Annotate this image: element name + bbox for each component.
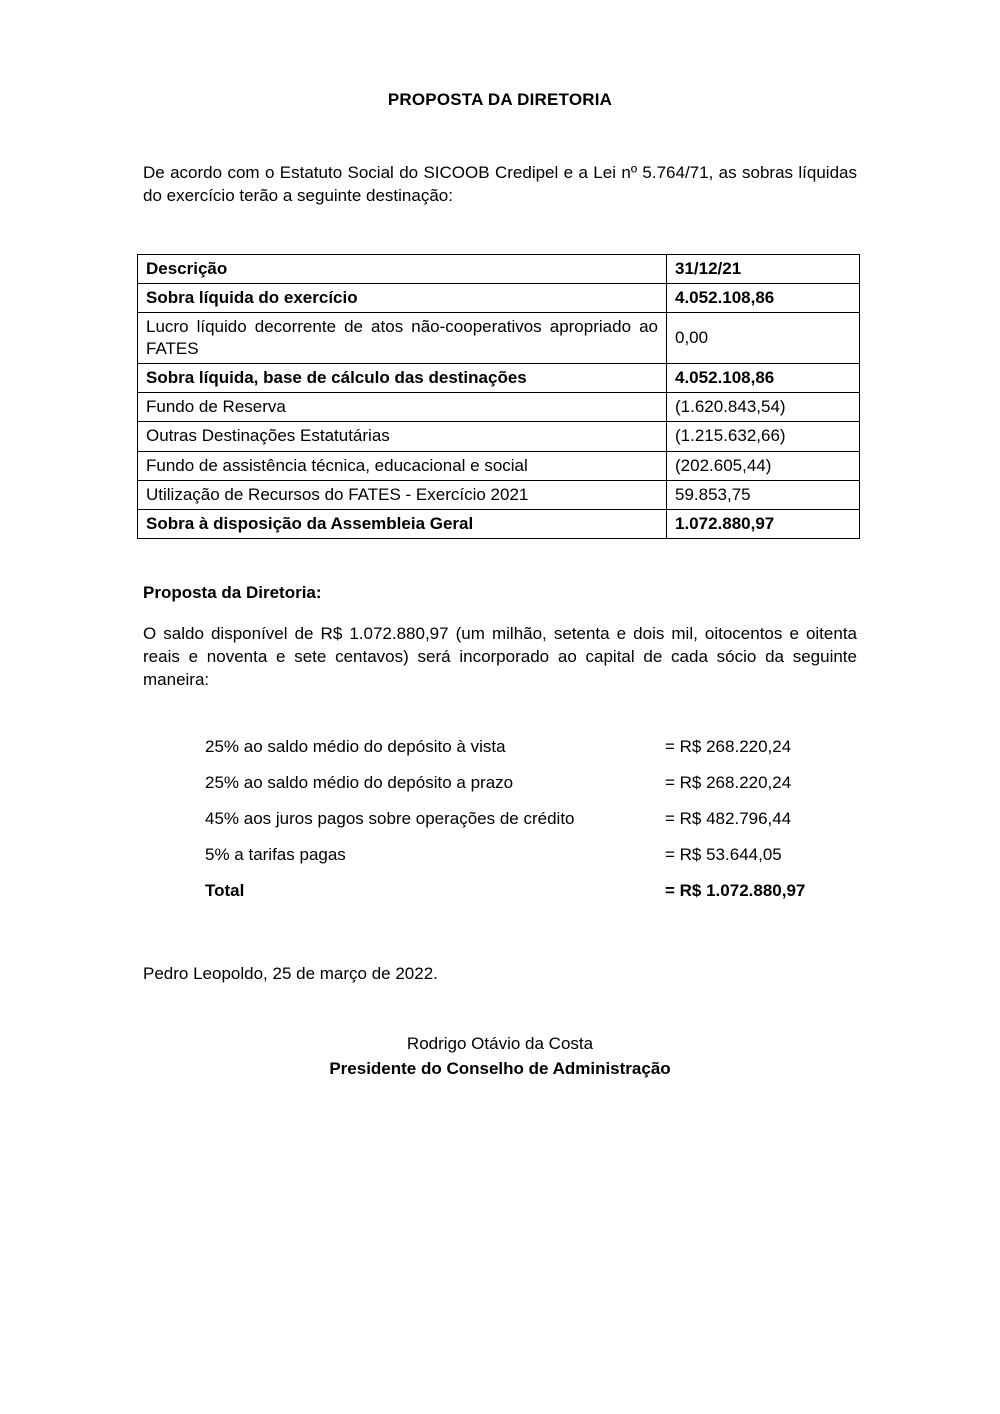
- signer-title: Presidente do Conselho de Administração: [329, 1058, 671, 1078]
- proposal-paragraph: O saldo disponível de R$ 1.072.880,97 (um milhão, setenta e dois mil, oitocentos e oitenta reais e noventa e sete centavos) será incorporado ao capital de cada sócio da seguinte maneira:: [143, 623, 857, 689]
- row-value: 0,00: [667, 313, 860, 364]
- row-label: Sobra líquida, base de cálculo das destinações: [138, 364, 667, 393]
- allocation-total-label: Total: [205, 881, 245, 900]
- allocation-value: = R$ 53.644,05: [665, 844, 782, 864]
- signature-block: [143, 1032, 857, 1081]
- table-header-row: [138, 254, 860, 283]
- proposal-heading: Proposta da Diretoria:: [143, 582, 322, 602]
- allocation-row: [205, 844, 857, 866]
- row-label: Sobra líquida do exercício: [138, 283, 667, 312]
- table-row: [138, 364, 860, 393]
- signer-name: Rodrigo Otávio da Costa: [406, 1034, 594, 1054]
- allocation-row: [205, 808, 857, 830]
- allocation-value: = R$ 268.220,24: [665, 736, 792, 756]
- allocation-row: [205, 736, 857, 758]
- row-label: Utilização de Recursos do FATES - Exercício 2021: [138, 480, 667, 509]
- table-row: [138, 509, 860, 538]
- row-label: Fundo de assistência técnica, educacional e social: [138, 451, 667, 480]
- table-row: [138, 480, 860, 509]
- allocation-label: 5% a tarifas pagas: [205, 844, 346, 864]
- table-row: [138, 422, 860, 451]
- row-value: 1.072.880,97: [667, 509, 860, 538]
- allocation-label: 25% ao saldo médio do depósito à vista: [205, 736, 506, 756]
- row-value: 4.052.108,86: [667, 364, 860, 393]
- row-value: 4.052.108,86: [667, 283, 860, 312]
- row-label: Sobra à disposição da Assembleia Geral: [138, 509, 667, 538]
- row-label: Fundo de Reserva: [138, 393, 667, 422]
- allocation-list: [205, 736, 857, 902]
- row-value: (1.215.632,66): [667, 422, 860, 451]
- allocation-label: 45% aos juros pagos sobre operações de crédito: [205, 808, 575, 828]
- header-value: 31/12/21: [667, 254, 860, 283]
- intro-paragraph: De acordo com o Estatuto Social do SICOOB Credipel e a Lei nº 5.764/71, as sobras líquidas do exercício terão a seguinte destinação:: [143, 163, 857, 205]
- allocation-value: = R$ 482.796,44: [665, 808, 792, 828]
- dateline: Pedro Leopoldo, 25 de março de 2022.: [143, 964, 438, 984]
- page-title: PROPOSTA DA DIRETORIA: [387, 90, 613, 109]
- table-row: [138, 283, 860, 312]
- row-value: (202.605,44): [667, 451, 860, 480]
- row-label: Lucro líquido decorrente de atos não-cooperativos apropriado ao FATES: [138, 313, 667, 364]
- allocation-label: 25% ao saldo médio do depósito a prazo: [205, 772, 514, 792]
- row-value: (1.620.843,54): [667, 393, 860, 422]
- allocation-row: [205, 772, 857, 794]
- row-value: 59.853,75: [667, 480, 860, 509]
- allocation-total-row: [205, 880, 857, 902]
- allocation-total-value: = R$ 1.072.880,97: [665, 881, 806, 900]
- allocation-value: = R$ 268.220,24: [665, 772, 792, 792]
- table-row: [138, 393, 860, 422]
- destinations-table: [137, 254, 860, 539]
- table-row: [138, 313, 860, 364]
- header-label: Descrição: [138, 254, 667, 283]
- row-label: Outras Destinações Estatutárias: [138, 422, 667, 451]
- table-row: [138, 451, 860, 480]
